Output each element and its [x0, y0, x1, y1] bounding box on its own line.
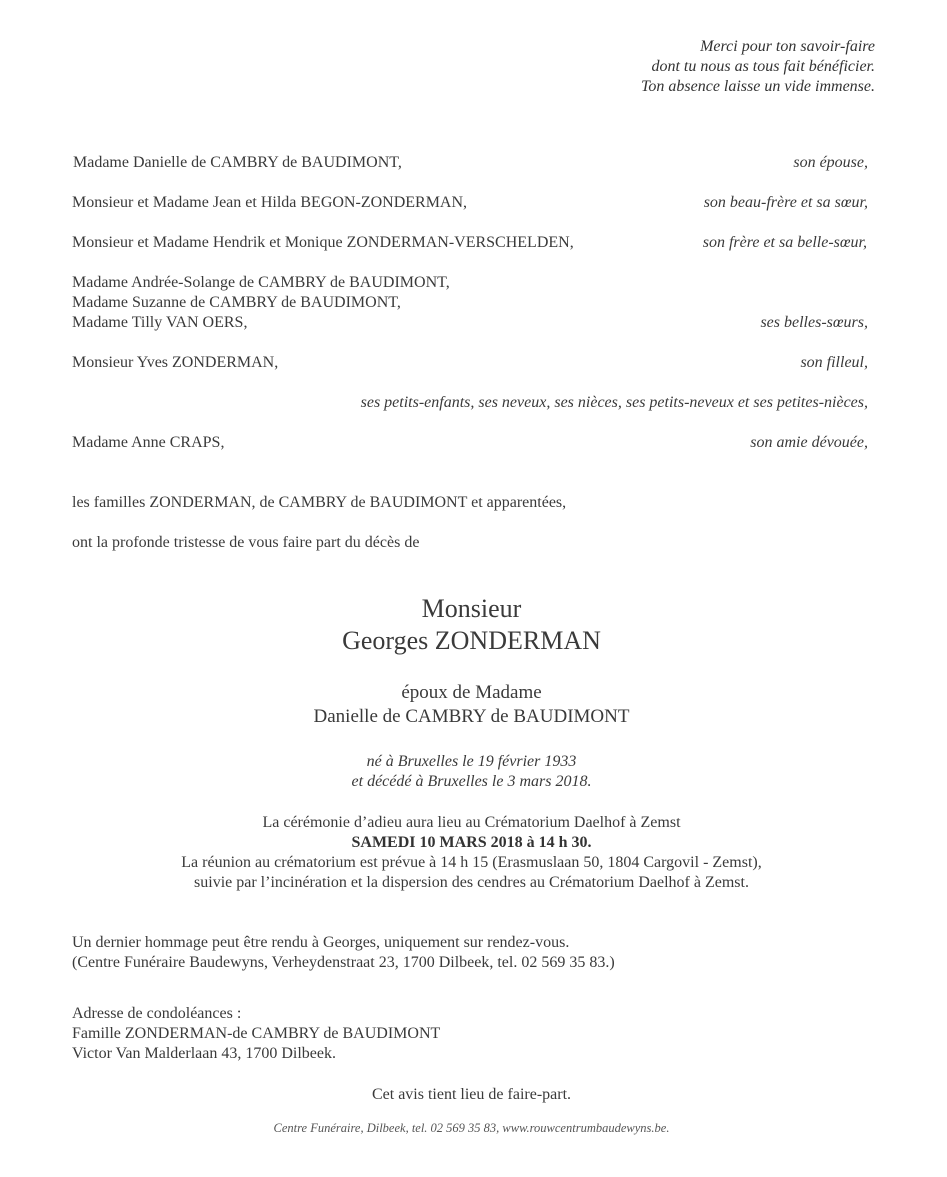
family-name: Monsieur Yves ZONDERMAN,	[72, 354, 279, 371]
verse-line: dont tu nous as tous fait bénéficier.	[651, 58, 875, 75]
family-relation: ses belles-sœurs,	[760, 314, 868, 331]
sister-in-law-2: Madame Suzanne de CAMBRY de BAUDIMONT,	[72, 294, 401, 311]
condolences-family: Famille ZONDERMAN-de CAMBRY de BAUDIMONT	[72, 1025, 441, 1042]
spouse-line-1: époux de Madame	[401, 682, 542, 703]
announcement-line: ont la profonde tristesse de vous faire part du décès de	[72, 534, 420, 551]
death-date: et décédé à Bruxelles le 3 mars 2018.	[351, 773, 592, 790]
ceremony-cremation: suivie par l’incinération et la dispersion des cendres au Crématorium Daelhof à Zemst.	[194, 874, 749, 891]
notice-line: Cet avis tient lieu de faire-part.	[371, 1086, 572, 1103]
deceased-name: Georges ZONDERMAN	[342, 626, 601, 655]
opening-verse	[641, 37, 875, 97]
verse-line: Merci pour ton savoir-faire	[700, 38, 875, 55]
family-name: Madame Danielle de CAMBRY de BAUDIMONT,	[73, 154, 402, 171]
family-name: Madame Anne CRAPS,	[72, 434, 225, 451]
deceased-title: Monsieur	[421, 594, 522, 623]
verse-line: Ton absence laisse un vide immense.	[640, 78, 875, 95]
condolences-label: Adresse de condoléances :	[72, 1005, 242, 1022]
tribute-line-2: (Centre Funéraire Baudewyns, Verheydenstraat 23, 1700 Dilbeek, tel. 02 569 35 83.)	[72, 954, 615, 971]
sister-in-law-1: Madame Andrée-Solange de CAMBRY de BAUDIMONT,	[72, 274, 450, 291]
spouse-line-2: Danielle de CAMBRY de BAUDIMONT	[313, 706, 630, 727]
families-line: les familles ZONDERMAN, de CAMBRY de BAUDIMONT et apparentées,	[72, 494, 567, 511]
condolences-address: Victor Van Malderlaan 43, 1700 Dilbeek.	[72, 1045, 337, 1062]
family-relation: son filleul,	[800, 354, 868, 371]
ceremony-date: SAMEDI 10 MARS 2018 à 14 h 30.	[351, 834, 592, 851]
ceremony-meeting: La réunion au crématorium est prévue à 14 h 15 (Erasmuslaan 50, 1804 Cargovil - Zemst),	[181, 854, 762, 871]
birth-date: né à Bruxelles le 19 février 1933	[366, 753, 577, 770]
footer-credit: Centre Funéraire, Dilbeek, tel. 02 569 35 83, www.rouwcentrumbaudewyns.be.	[273, 1121, 670, 1135]
family-relation: son amie dévouée,	[750, 434, 868, 451]
family-relation: son frère et sa belle-sœur,	[702, 234, 867, 251]
tribute-line-1: Un dernier hommage peut être rendu à Georges, uniquement sur rendez-vous.	[72, 934, 570, 951]
ceremony-location: La cérémonie d’adieu aura lieu au Crématorium Daelhof à Zemst	[262, 814, 681, 831]
family-name: Madame Tilly VAN OERS,	[72, 314, 248, 331]
family-relation: ses petits-enfants, ses neveux, ses nièces, ses petits-neveux et ses petites-nièces,	[360, 394, 868, 411]
family-relation: son épouse,	[793, 154, 868, 171]
family-name: Monsieur et Madame Hendrik et Monique ZONDERMAN-VERSCHELDEN,	[72, 234, 574, 251]
family-relation: son beau-frère et sa sœur,	[703, 194, 868, 211]
family-name: Monsieur et Madame Jean et Hilda BEGON-ZONDERMAN,	[72, 194, 468, 211]
